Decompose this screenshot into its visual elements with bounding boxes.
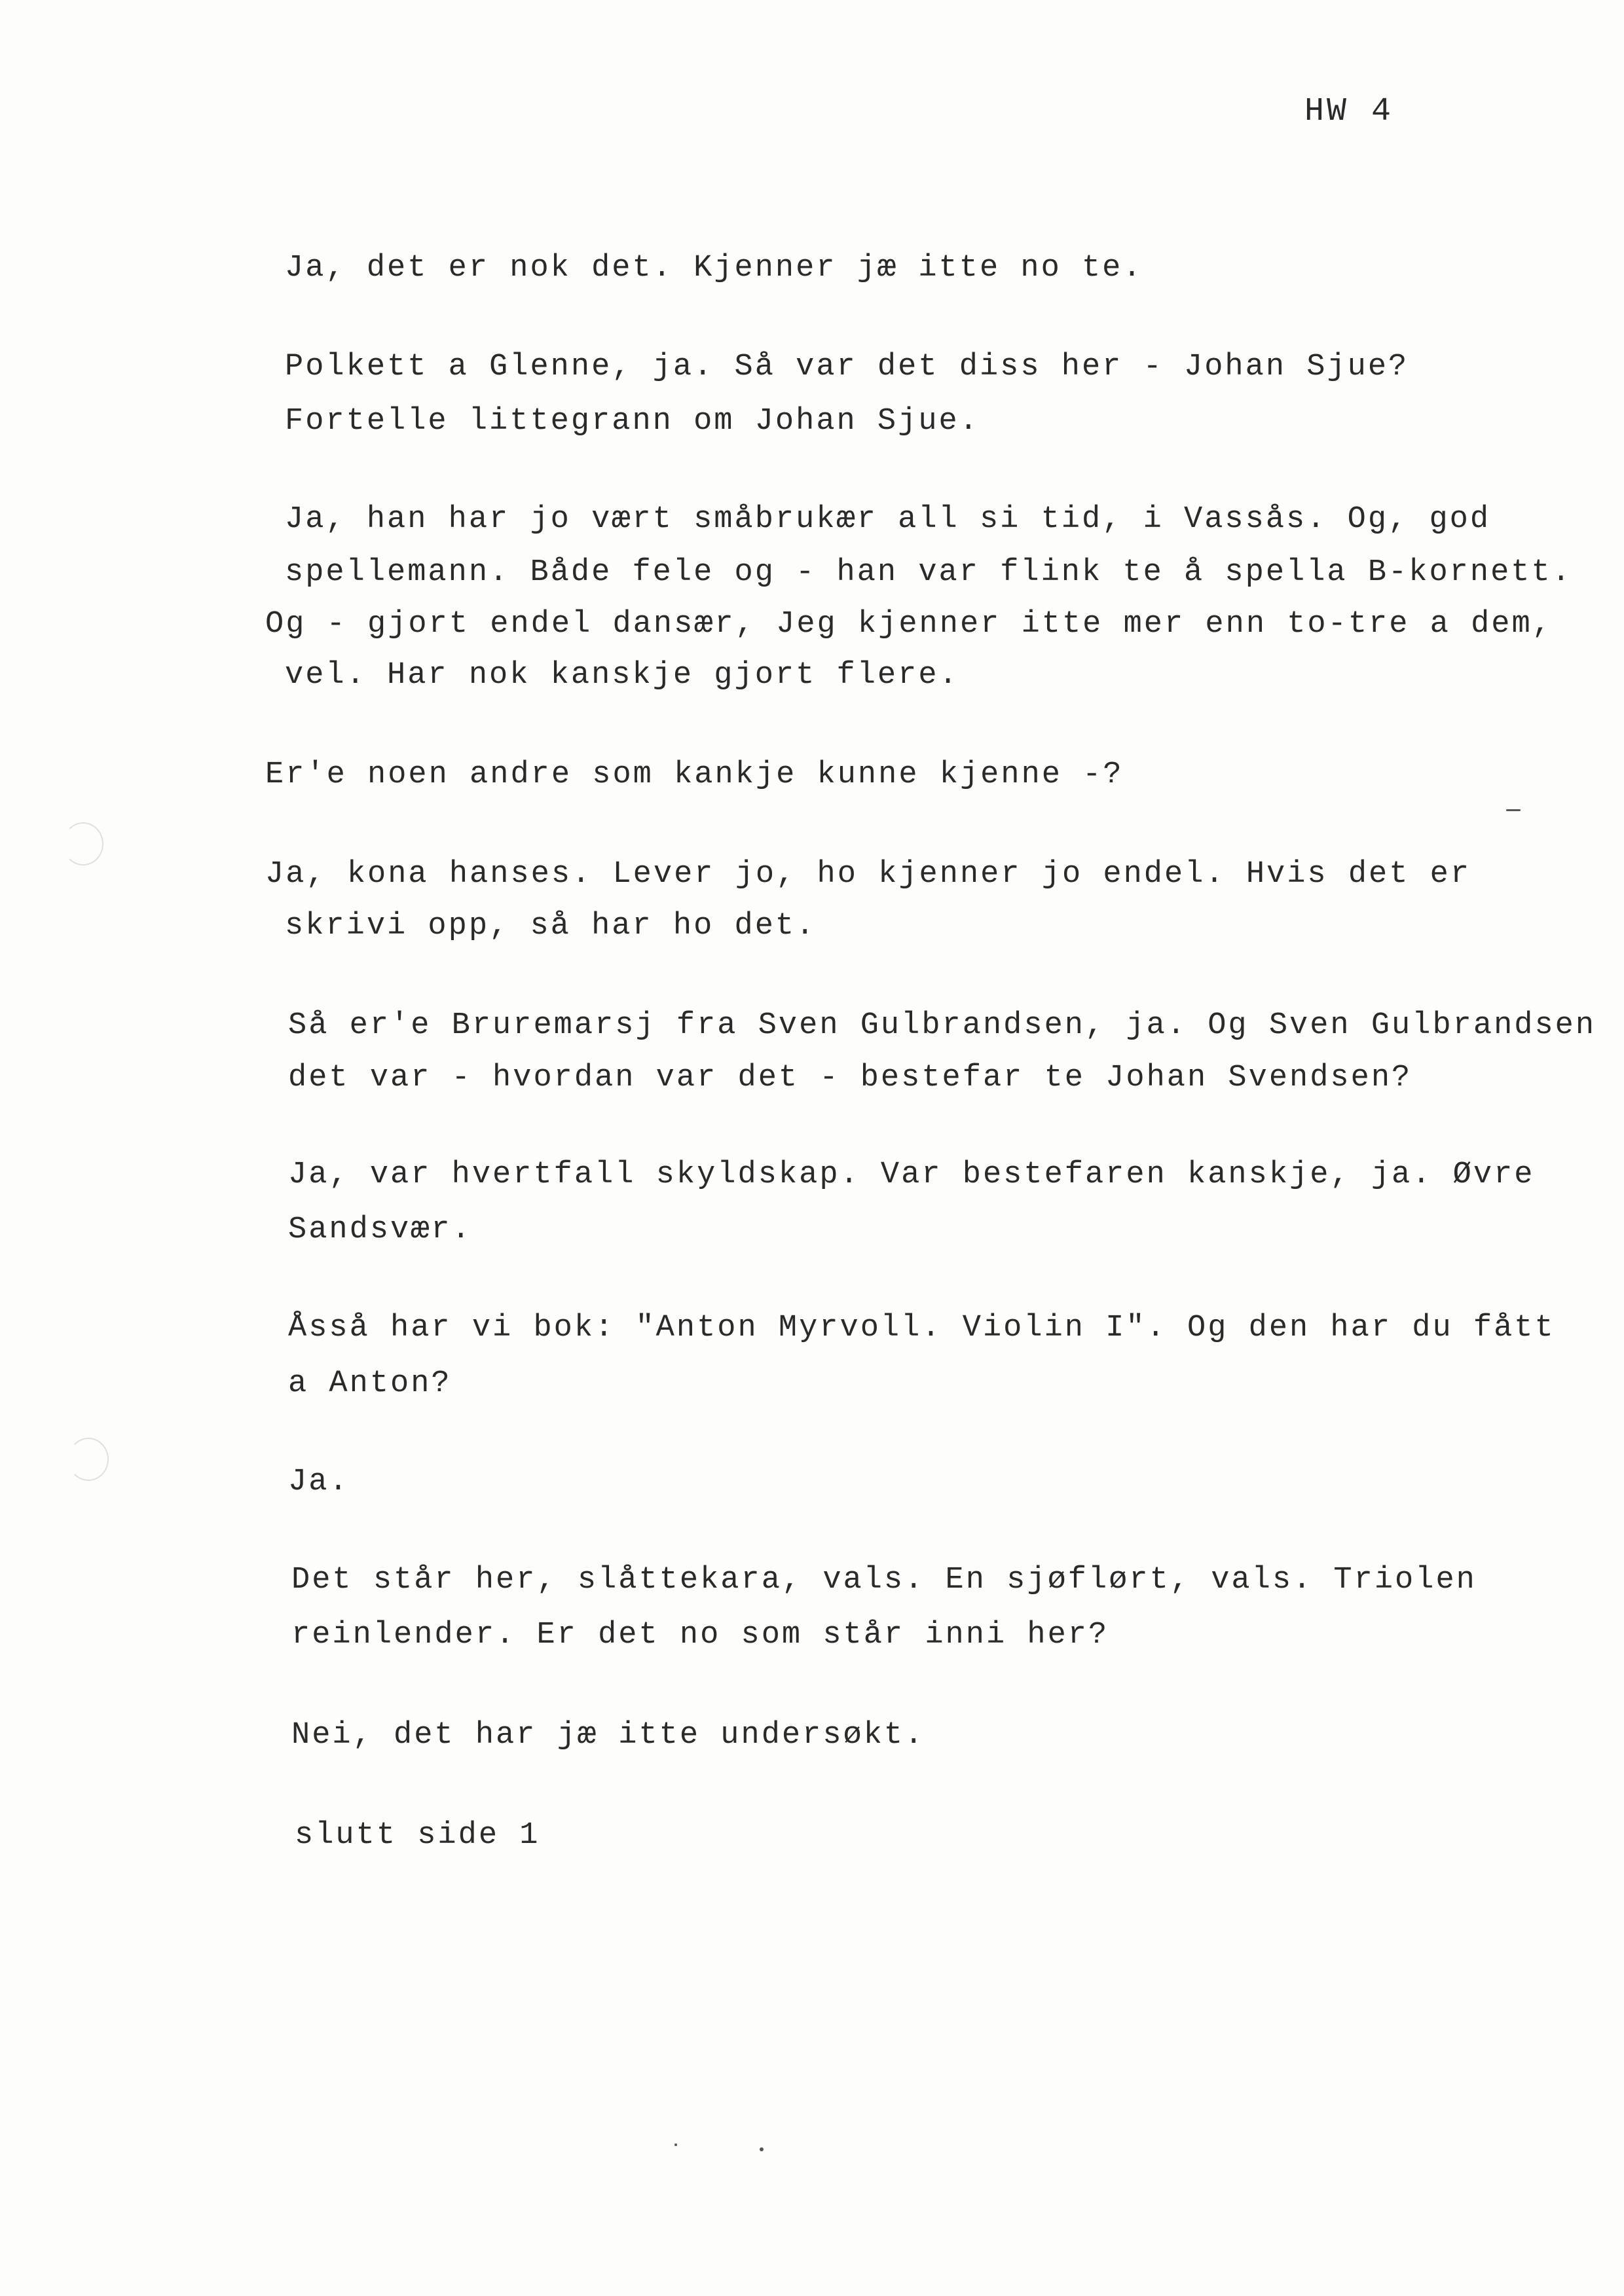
punch-hole-mark (68, 1438, 109, 1481)
text-line: Ja, han har jo vært småbrukær all si tid, i Vassås. Og, god (285, 502, 1491, 537)
text-line: Er'e noen andre som kankje kunne kjenne -? (265, 757, 1124, 792)
punch-hole-mark (63, 822, 103, 866)
text-line: slutt side 1 (295, 1818, 540, 1853)
text-line: Sandsvær. (288, 1212, 472, 1247)
page-number: HW 4 (1304, 93, 1394, 130)
text-line: Nei, det har jæ itte undersøkt. (291, 1718, 925, 1753)
text-line: a Anton? (288, 1366, 452, 1401)
text-line: vel. Har nok kanskje gjort flere. (285, 658, 959, 693)
text-line: Ja, var hvertfall skyldskap. Var bestefaren kanskje, ja. Øvre (288, 1157, 1535, 1192)
text-line: Ja, det er nok det. Kjenner jæ itte no te. (285, 251, 1143, 285)
paper-speck (674, 2143, 677, 2146)
text-line: Åsså har vi bok: "Anton Myrvoll. Violin I". Og den har du fått (288, 1311, 1555, 1345)
text-line: spellemann. Både fele og - han var flink te å spella B-kornett. (285, 555, 1572, 590)
text-line: Ja. (288, 1465, 350, 1499)
text-line: reinlender. Er det no som står inni her? (291, 1618, 1109, 1652)
text-line: Det står her, slåttekara, vals. En sjøflørt, vals. Triolen (291, 1563, 1477, 1597)
text-line: Polkett a Glenne, ja. Så var det diss her - Johan Sjue? (285, 350, 1409, 384)
text-line: Så er'e Bruremarsj fra Sven Gulbrandsen, ja. Og Sven Gulbrandsen (288, 1008, 1596, 1043)
paper-speck (1506, 809, 1521, 811)
text-line: Ja, kona hanses. Lever jo, ho kjenner jo endel. Hvis det er (265, 857, 1471, 892)
text-line: Og - gjort endel dansær, Jeg kjenner itte mer enn to-tre a dem, (265, 607, 1553, 642)
text-line: det var - hvordan var det - bestefar te Johan Svendsen? (288, 1061, 1412, 1095)
paper-speck (760, 2147, 764, 2151)
text-line: skrivi opp, så har ho det. (285, 909, 817, 943)
text-line: Fortelle littegrann om Johan Sjue. (285, 404, 980, 439)
